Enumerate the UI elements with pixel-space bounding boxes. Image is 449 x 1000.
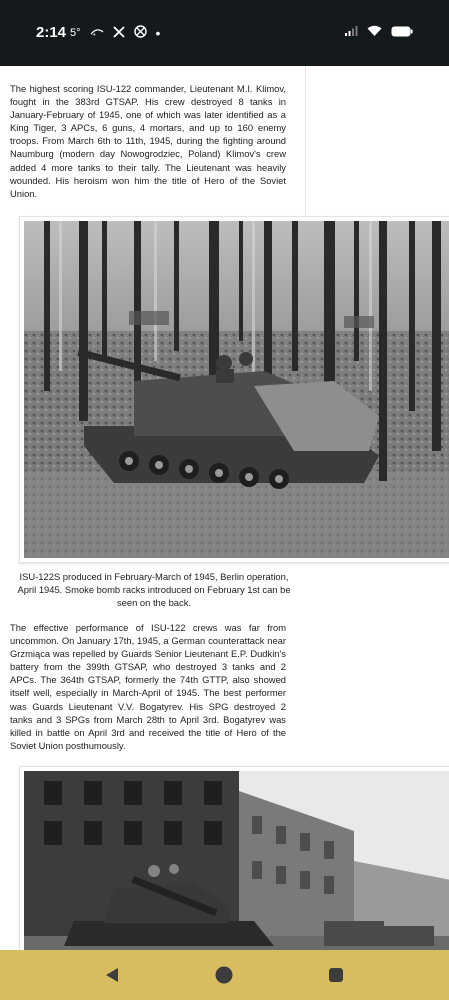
status-icons-right (344, 24, 413, 42)
article-paragraph: The effective performance of ISU-122 crews was far from uncommon. On January 17th, 1945, a German counterattack near Grzmiąca was repelled by Guards Senior Lieutenant E.P. Dudkin's battery from the 399th GTSAP, who destroyed 3 tanks and 2 APCs. The 364th GTSAP, formerly the 74th GTTP, also showed itself well, especially in March-April of 1945. The best performer was Guards Lieutenant V.V. Bogatyrev. His SPG destroyed 2 tanks and 3 SPGs from March 28th to April 3rd. Bogatyrev was killed in battle on April 3rd and received the title of Hero of the Soviet Union posthumously. (10, 622, 286, 751)
wifi-icon (367, 24, 382, 42)
photo-isu122s-forest (24, 221, 449, 558)
recents-square-icon (327, 966, 345, 984)
home-button[interactable] (211, 962, 237, 988)
disney-plus-icon (90, 27, 104, 40)
battery-icon (391, 24, 413, 42)
article-paragraph: The highest scoring ISU-122 commander, Lieutenant M.I. Klimov, fought in the 383rd GTSAP. His crew destroyed 8 tanks in January-February of 1945, one of which was later identified as a King Tiger, 3 APCs, 6 guns, 4 mortars, and up to 160 enemy troops. From March 6th to 11th, 1945, during the fighting around Naumburg (modern day Nowogrodziec, Poland) Klimov's crew added 4 more tanks to their tally. The Lieutenant was heavily wounded. His heroism won him the title of Hero of the Soviet Union. (10, 83, 286, 199)
photo-frame-street-tanks[interactable] (19, 766, 449, 950)
back-button[interactable] (99, 962, 125, 988)
article-content[interactable] (0, 66, 449, 950)
back-triangle-icon (103, 966, 121, 984)
weather-temperature: 5° (70, 27, 81, 39)
status-time: 2:14 (36, 24, 67, 41)
signal-icon (344, 24, 358, 42)
status-bar (0, 0, 449, 66)
column-divider (305, 66, 306, 226)
photo-frame-isu122s[interactable] (19, 216, 449, 563)
status-icons-left (70, 25, 160, 41)
navigation-bar (0, 950, 449, 1000)
notification-dot-icon: • (155, 25, 161, 41)
xbox-icon (134, 25, 147, 41)
street-tank-photo (24, 771, 449, 950)
photo-caption: ISU-122S produced in February-March of 1945, Berlin operation, April 1945. Smoke bomb racks introduced on February 1st can be seen on the back. (17, 571, 291, 609)
home-circle-icon (214, 965, 234, 985)
photo-street-tanks (24, 771, 449, 950)
forest-tank-photo (24, 221, 449, 558)
x-app-icon (113, 26, 125, 41)
svg-text:+: + (91, 31, 96, 37)
recents-button[interactable] (323, 962, 349, 988)
